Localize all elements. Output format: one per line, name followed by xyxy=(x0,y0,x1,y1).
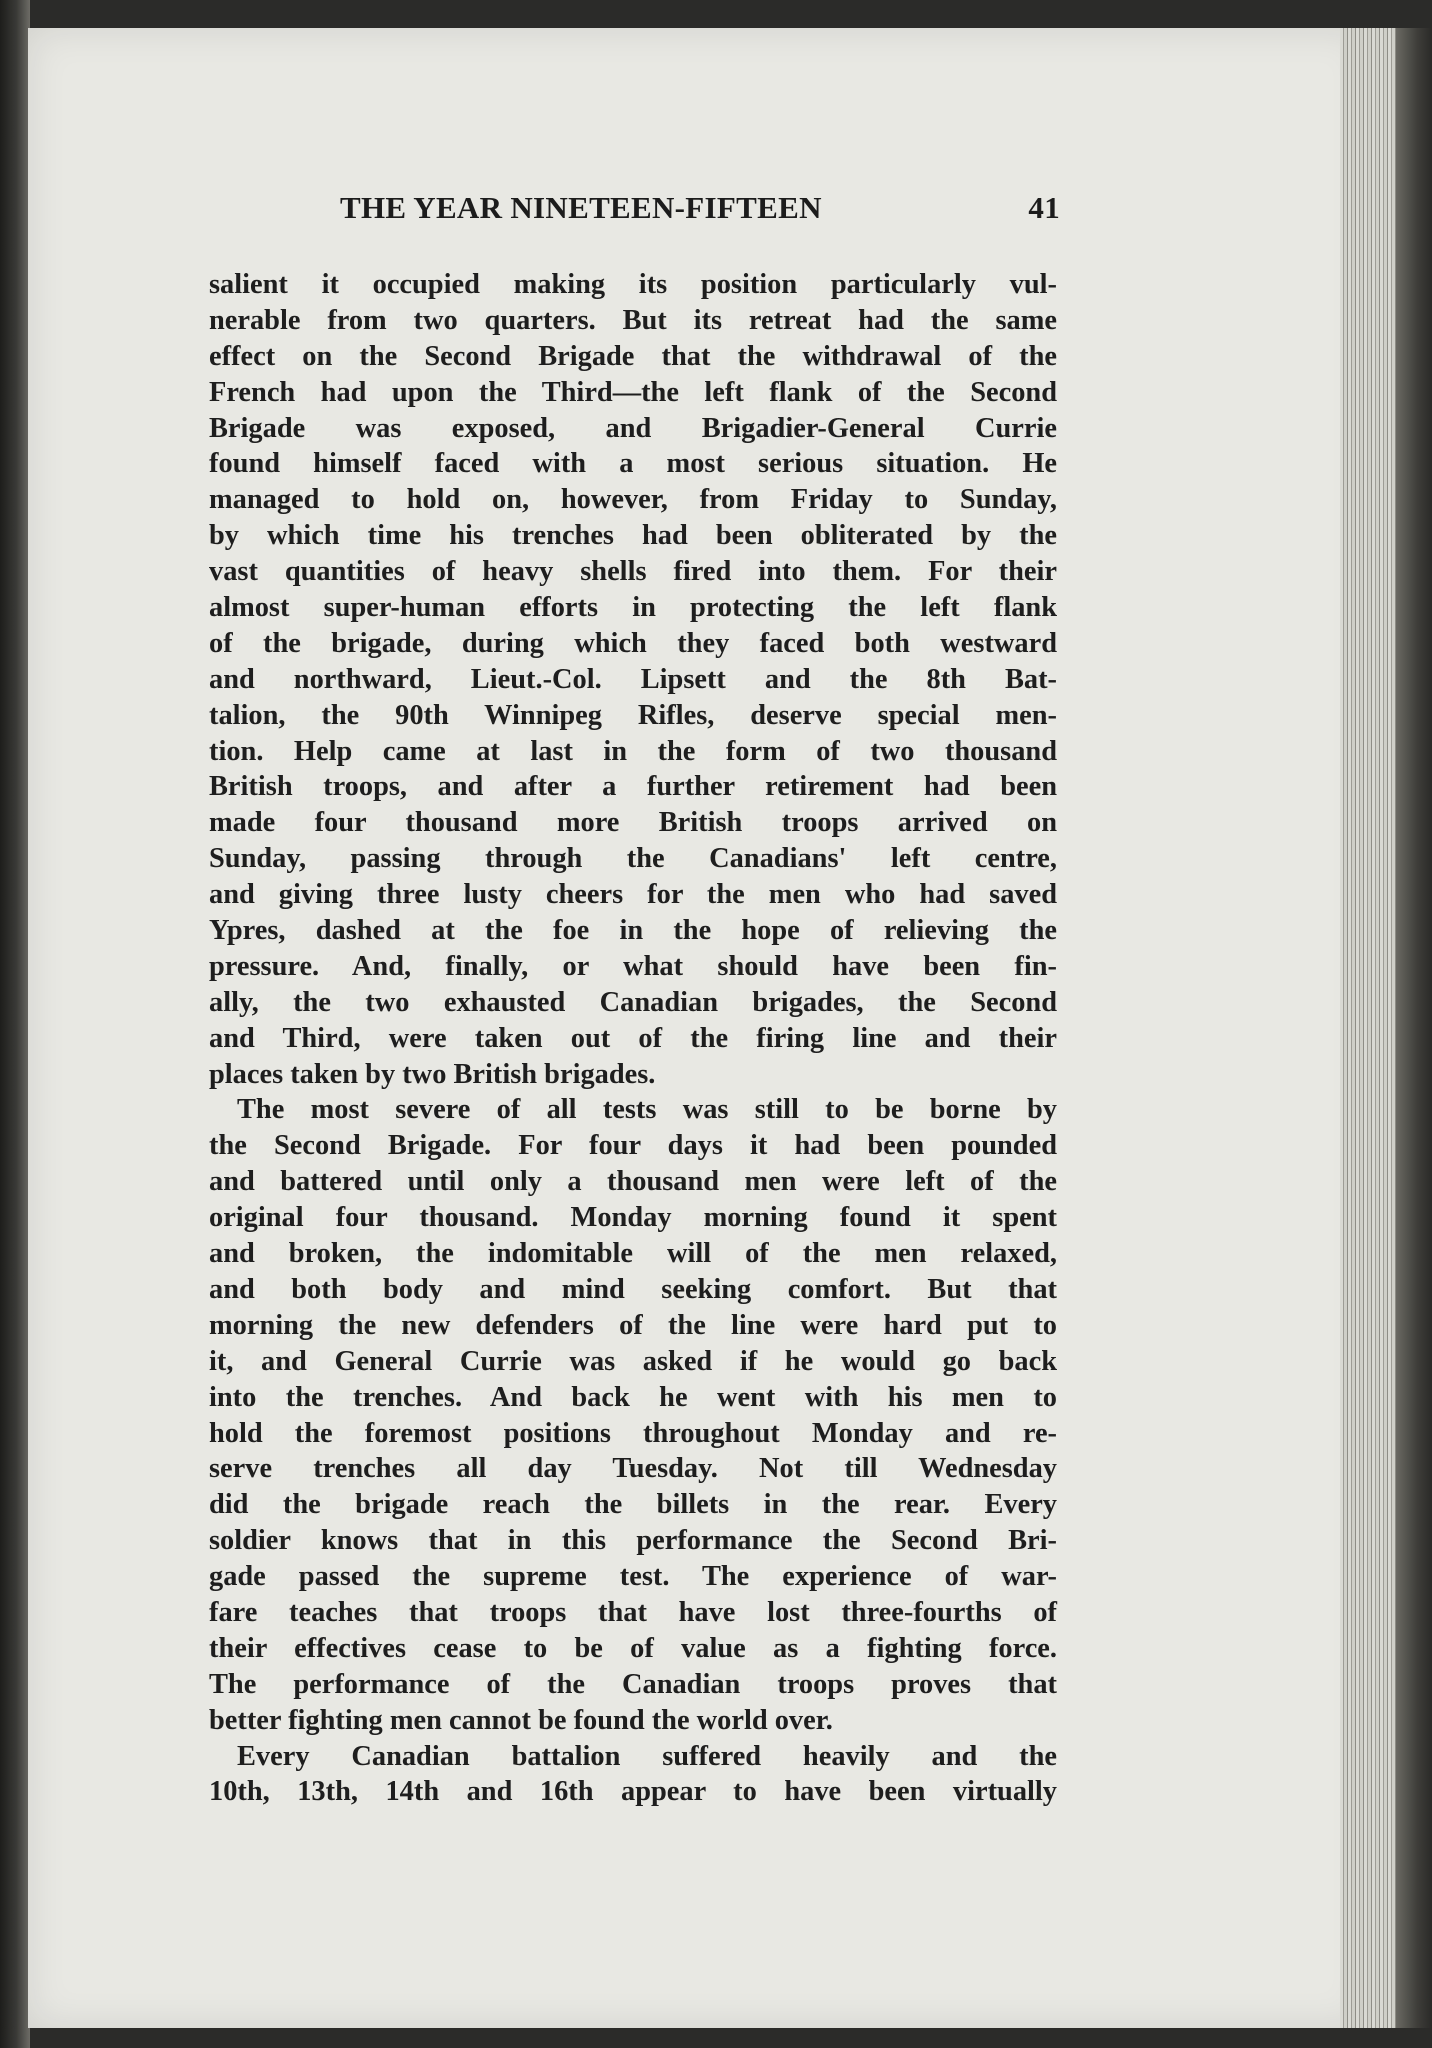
text-line: tion. Help came at last in the form of two thousand xyxy=(209,735,1057,767)
text-line: French had upon the Third—the left flank of the Second xyxy=(209,376,1057,408)
text-line: 10th, 13th, 14th and 16th appear to have been virtually xyxy=(209,1776,1057,1808)
scan-edge-right xyxy=(1396,28,1432,2028)
text-line: soldier knows that in this performance the Second Bri- xyxy=(209,1525,1057,1557)
text-line: did the brigade reach the billets in the rear. Every xyxy=(209,1489,1057,1521)
text-line: hold the foremost positions throughout Monday and re- xyxy=(209,1417,1057,1449)
text-line: almost super-human efforts in protecting the left flank xyxy=(209,592,1057,624)
text-line: the Second Brigade. For four days it had been pounded xyxy=(209,1130,1057,1162)
text-line: serve trenches all day Tuesday. Not till Wednesday xyxy=(209,1453,1057,1485)
text-line: places taken by two British brigades. xyxy=(209,1058,656,1090)
page-stack-edge xyxy=(1340,28,1400,2028)
paragraph-2 xyxy=(209,1092,1057,1738)
text-line: Sunday, passing through the Canadians' left centre, xyxy=(209,843,1057,875)
text-line: fare teaches that troops that have lost three-fourths of xyxy=(209,1596,1057,1628)
text-line: Brigade was exposed, and Brigadier-General Currie xyxy=(209,412,1057,444)
text-line: and both body and mind seeking comfort. But that xyxy=(209,1273,1057,1305)
text-line: gade passed the supreme test. The experience of war- xyxy=(209,1561,1057,1593)
body-text xyxy=(209,267,1057,1810)
text-line: salient it occupied making its position particularly vul- xyxy=(209,269,1057,300)
text-line: nerable from two quarters. But its retreat had the same xyxy=(209,304,1057,336)
text-line: pressure. And, finally, or what should have been fin- xyxy=(209,950,1057,982)
text-line: found himself faced with a most serious situation. He xyxy=(209,448,1057,480)
text-line: and giving three lusty cheers for the men who had saved xyxy=(209,879,1057,911)
text-line: original four thousand. Monday morning found it spent xyxy=(209,1202,1057,1234)
scan-edge-left xyxy=(0,0,30,2048)
text-line: The performance of the Canadian troops proves that xyxy=(209,1668,1057,1700)
paragraph-3 xyxy=(209,1739,1057,1811)
text-line: morning the new defenders of the line were hard put to xyxy=(209,1309,1057,1341)
text-line: by which time his trenches had been obliterated by the xyxy=(209,520,1057,552)
text-line: better fighting men cannot be found the world over. xyxy=(209,1704,833,1736)
text-line: talion, the 90th Winnipeg Rifles, deserve special men- xyxy=(209,699,1057,731)
text-line: of the brigade, during which they faced both westward xyxy=(209,627,1057,659)
text-line: Ypres, dashed at the foe in the hope of relieving the xyxy=(209,915,1057,947)
text-line: effect on the Second Brigade that the withdrawal of the xyxy=(209,340,1057,372)
text-line: Every Canadian battalion suffered heavily and the xyxy=(237,1740,1057,1772)
text-line: made four thousand more British troops arrived on xyxy=(209,807,1057,839)
text-line: ally, the two exhausted Canadian brigades, the Second xyxy=(209,986,1057,1018)
text-line: it, and General Currie was asked if he would go back xyxy=(209,1345,1057,1377)
text-line: and northward, Lieut.-Col. Lipsett and the 8th Bat- xyxy=(209,663,1057,695)
text-line: their effectives cease to be of value as a fighting force. xyxy=(209,1632,1057,1664)
text-line: managed to hold on, however, from Friday to Sunday, xyxy=(209,484,1057,516)
running-title: THE YEAR NINETEEN-FIFTEEN xyxy=(340,190,822,225)
paragraph-1 xyxy=(209,267,1057,1092)
text-line: vast quantities of heavy shells fired into them. For their xyxy=(209,556,1057,588)
text-line: British troops, and after a further retirement had been xyxy=(209,771,1057,803)
running-header xyxy=(340,190,1060,240)
text-line: into the trenches. And back he went with his men to xyxy=(209,1381,1057,1413)
text-line: and battered until only a thousand men were left of the xyxy=(209,1166,1057,1198)
page-number: 41 xyxy=(1028,190,1060,225)
text-line: and Third, were taken out of the firing line and their xyxy=(209,1022,1057,1054)
text-line: The most severe of all tests was still to be borne by xyxy=(237,1094,1057,1126)
text-line: and broken, the indomitable will of the men relaxed, xyxy=(209,1238,1057,1270)
